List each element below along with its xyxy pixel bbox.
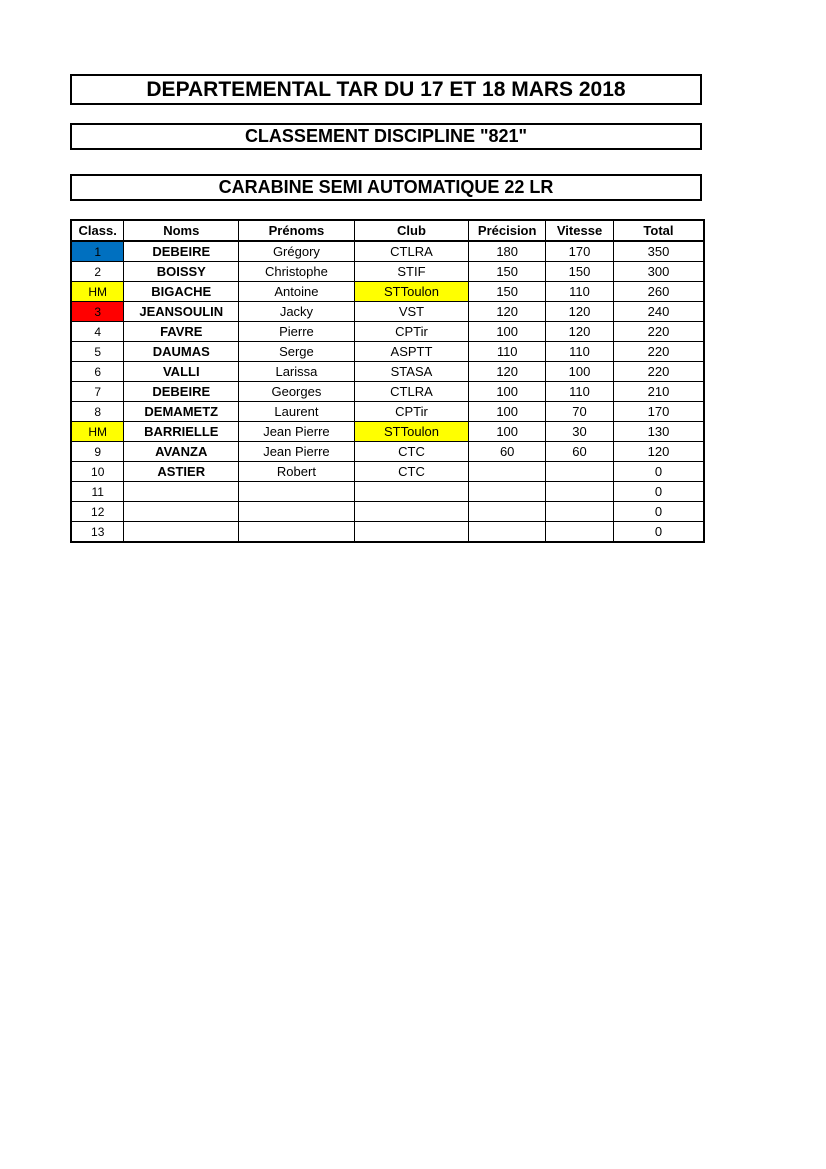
cell-vitesse	[546, 482, 614, 502]
cell-vitesse	[546, 502, 614, 522]
cell-prenom	[239, 482, 355, 502]
cell-precision	[469, 522, 546, 543]
cell-total: 220	[613, 342, 704, 362]
cell-nom: AVANZA	[124, 442, 239, 462]
header-prenoms: Prénoms	[239, 220, 355, 241]
cell-class: 9	[71, 442, 124, 462]
cell-prenom: Laurent	[239, 402, 355, 422]
cell-club: STToulon	[354, 422, 469, 442]
cell-class: HM	[71, 422, 124, 442]
table-row	[71, 342, 704, 362]
cell-club: CPTir	[354, 402, 469, 422]
cell-nom: BARRIELLE	[124, 422, 239, 442]
header-precision: Précision	[469, 220, 546, 241]
cell-precision: 120	[469, 362, 546, 382]
table-row	[71, 262, 704, 282]
cell-class: 2	[71, 262, 124, 282]
cell-class: 6	[71, 362, 124, 382]
cell-nom: DAUMAS	[124, 342, 239, 362]
cell-prenom: Pierre	[239, 322, 355, 342]
cell-club: CTC	[354, 442, 469, 462]
cell-prenom	[239, 502, 355, 522]
main-title: DEPARTEMENTAL TAR DU 17 ET 18 MARS 2018	[70, 74, 702, 105]
cell-total: 0	[613, 482, 704, 502]
cell-vitesse: 60	[546, 442, 614, 462]
discipline-title: CLASSEMENT DISCIPLINE "821"	[70, 123, 702, 150]
table-row	[71, 382, 704, 402]
table-row	[71, 402, 704, 422]
cell-club	[354, 522, 469, 543]
cell-total: 0	[613, 462, 704, 482]
cell-class: 8	[71, 402, 124, 422]
cell-club: STIF	[354, 262, 469, 282]
cell-nom: ASTIER	[124, 462, 239, 482]
cell-class: 7	[71, 382, 124, 402]
cell-vitesse: 110	[546, 342, 614, 362]
cell-precision: 150	[469, 282, 546, 302]
cell-prenom: Jean Pierre	[239, 422, 355, 442]
cell-class: 11	[71, 482, 124, 502]
cell-total: 260	[613, 282, 704, 302]
cell-precision: 120	[469, 302, 546, 322]
cell-nom: JEANSOULIN	[124, 302, 239, 322]
cell-prenom: Jean Pierre	[239, 442, 355, 462]
cell-nom: FAVRE	[124, 322, 239, 342]
cell-nom: DEBEIRE	[124, 382, 239, 402]
cell-club	[354, 482, 469, 502]
table-row	[71, 442, 704, 462]
cell-precision: 180	[469, 241, 546, 262]
category-title: CARABINE SEMI AUTOMATIQUE 22 LR	[70, 174, 702, 201]
cell-class: 10	[71, 462, 124, 482]
cell-total: 130	[613, 422, 704, 442]
cell-club: VST	[354, 302, 469, 322]
cell-nom	[124, 522, 239, 543]
cell-club: ASPTT	[354, 342, 469, 362]
header-total: Total	[613, 220, 704, 241]
cell-vitesse	[546, 522, 614, 543]
cell-club	[354, 502, 469, 522]
cell-nom: BOISSY	[124, 262, 239, 282]
cell-vitesse: 70	[546, 402, 614, 422]
cell-total: 0	[613, 502, 704, 522]
table-row	[71, 322, 704, 342]
cell-prenom: Serge	[239, 342, 355, 362]
table-row	[71, 282, 704, 302]
table-row	[71, 302, 704, 322]
cell-class: 4	[71, 322, 124, 342]
cell-total: 210	[613, 382, 704, 402]
header-class: Class.	[71, 220, 124, 241]
cell-club: STASA	[354, 362, 469, 382]
cell-precision: 60	[469, 442, 546, 462]
cell-precision: 110	[469, 342, 546, 362]
cell-vitesse: 120	[546, 302, 614, 322]
cell-vitesse: 100	[546, 362, 614, 382]
cell-total: 120	[613, 442, 704, 462]
table-row	[71, 241, 704, 262]
cell-nom: DEMAMETZ	[124, 402, 239, 422]
cell-class: 1	[71, 241, 124, 262]
cell-nom: BIGACHE	[124, 282, 239, 302]
cell-vitesse: 120	[546, 322, 614, 342]
table-row	[71, 362, 704, 382]
cell-prenom: Antoine	[239, 282, 355, 302]
cell-precision: 100	[469, 402, 546, 422]
cell-prenom	[239, 522, 355, 543]
table-row	[71, 522, 704, 543]
cell-club: CPTir	[354, 322, 469, 342]
cell-precision	[469, 462, 546, 482]
cell-total: 220	[613, 322, 704, 342]
cell-precision	[469, 482, 546, 502]
cell-precision: 150	[469, 262, 546, 282]
cell-precision	[469, 502, 546, 522]
cell-club: CTC	[354, 462, 469, 482]
cell-precision: 100	[469, 422, 546, 442]
cell-class: 3	[71, 302, 124, 322]
cell-nom	[124, 482, 239, 502]
cell-club: CTLRA	[354, 241, 469, 262]
cell-vitesse: 110	[546, 382, 614, 402]
cell-prenom: Robert	[239, 462, 355, 482]
results-table	[70, 219, 705, 543]
cell-total: 350	[613, 241, 704, 262]
header-club: Club	[354, 220, 469, 241]
cell-vitesse: 30	[546, 422, 614, 442]
cell-nom: VALLI	[124, 362, 239, 382]
cell-precision: 100	[469, 322, 546, 342]
table-row	[71, 482, 704, 502]
cell-club: CTLRA	[354, 382, 469, 402]
cell-total: 170	[613, 402, 704, 422]
cell-vitesse	[546, 462, 614, 482]
cell-nom	[124, 502, 239, 522]
cell-prenom: Jacky	[239, 302, 355, 322]
cell-prenom: Grégory	[239, 241, 355, 262]
cell-class: HM	[71, 282, 124, 302]
cell-vitesse: 110	[546, 282, 614, 302]
table-row	[71, 422, 704, 442]
cell-class: 13	[71, 522, 124, 543]
cell-prenom: Christophe	[239, 262, 355, 282]
header-vitesse: Vitesse	[546, 220, 614, 241]
table-header-row	[71, 220, 704, 241]
cell-total: 220	[613, 362, 704, 382]
header-noms: Noms	[124, 220, 239, 241]
cell-club: STToulon	[354, 282, 469, 302]
cell-prenom: Larissa	[239, 362, 355, 382]
cell-prenom: Georges	[239, 382, 355, 402]
cell-total: 300	[613, 262, 704, 282]
table-row	[71, 462, 704, 482]
cell-total: 240	[613, 302, 704, 322]
cell-vitesse: 170	[546, 241, 614, 262]
cell-total: 0	[613, 522, 704, 543]
table-row	[71, 502, 704, 522]
cell-precision: 100	[469, 382, 546, 402]
cell-nom: DEBEIRE	[124, 241, 239, 262]
cell-vitesse: 150	[546, 262, 614, 282]
cell-class: 12	[71, 502, 124, 522]
cell-class: 5	[71, 342, 124, 362]
